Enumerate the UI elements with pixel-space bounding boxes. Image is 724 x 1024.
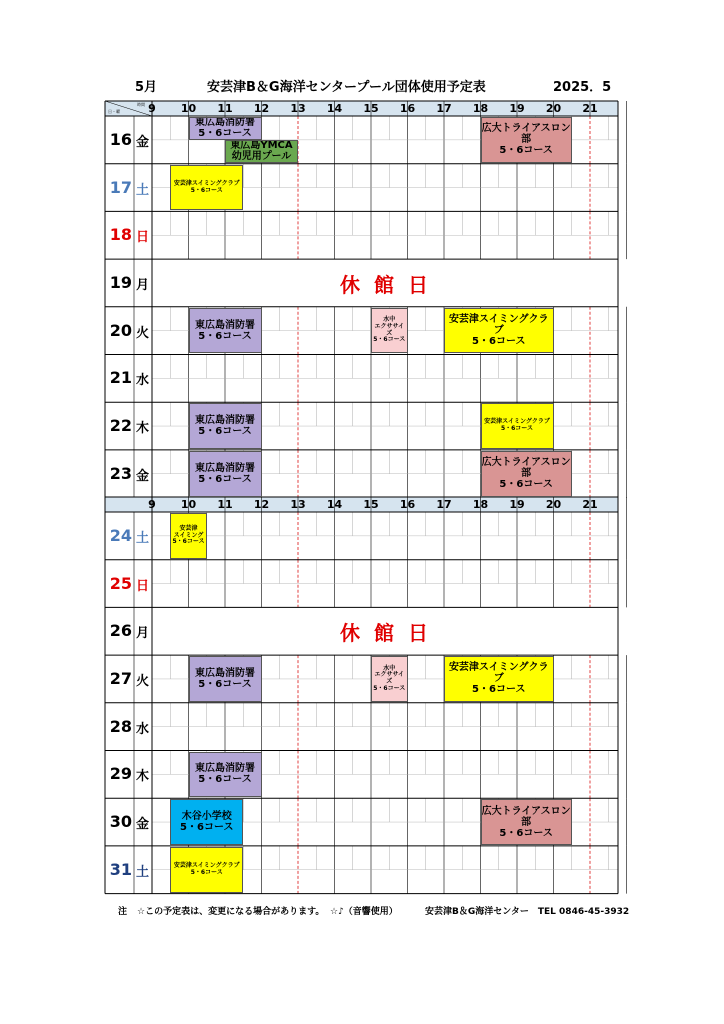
event-label: 木谷小学校 5・6コース: [180, 811, 234, 834]
event-block: [481, 117, 572, 163]
hour-label: 15: [363, 102, 379, 115]
year-label: 2025．5: [553, 80, 612, 95]
day-number: 24: [109, 525, 132, 545]
event-label: 安芸津スイミングクラブ 5・6コース: [173, 862, 240, 876]
event-block: [170, 799, 243, 845]
event-label: 安芸津スイミングクラブ 5・6コース: [448, 314, 549, 348]
hour-label: 12: [253, 102, 270, 115]
hour-label: 11: [217, 498, 233, 511]
event-block: [371, 308, 408, 354]
weekday-label: 木: [136, 769, 150, 785]
day-number: 16: [109, 129, 132, 149]
weekday-label: 水: [136, 721, 150, 737]
weekday-label: 火: [136, 673, 150, 689]
hour-label: 18: [472, 498, 489, 511]
event-label: 東広島消防署 5・6コース: [195, 319, 255, 342]
event-label: 広大トライアスロン 部 5・6コース: [481, 805, 571, 839]
event-label: 広大トライアスロン 部 5・6コース: [481, 457, 571, 491]
hour-label: 13: [290, 102, 306, 115]
event-label: 安芸津スイミングクラブ 5・6コース: [173, 179, 240, 194]
day-number: 17: [109, 177, 132, 197]
day-number: 31: [109, 859, 132, 879]
event-block: [189, 117, 262, 140]
day-number: 28: [109, 716, 132, 736]
weekday-label: 土: [136, 864, 150, 880]
event-label: 安芸津スイミングクラブ 5・6コース: [484, 418, 550, 433]
closed-day-label: 休館日: [340, 621, 442, 646]
hour-label: 13: [290, 498, 306, 511]
day-number: 25: [109, 573, 132, 593]
hour-label: 21: [582, 102, 598, 115]
corner-day-label: 日・曜: [108, 109, 120, 114]
hour-label: 21: [582, 498, 598, 511]
event-block: [444, 308, 554, 354]
event-label: 東広島消防署 5・6コース: [195, 415, 255, 438]
event-label: 東広島消防署 5・6コース: [195, 117, 255, 140]
event-block: [189, 752, 262, 798]
event-block: [170, 847, 243, 893]
weekday-label: 金: [136, 817, 150, 833]
day-number: 30: [109, 812, 132, 832]
event-block: [189, 308, 262, 354]
page-title: 安芸津B＆G海洋センタープール団体使用予定表: [207, 80, 486, 95]
weekday-label: 土: [136, 182, 150, 198]
day-number: 22: [109, 416, 132, 436]
hour-label: 16: [399, 102, 416, 115]
hour-label: 17: [436, 102, 452, 115]
day-number: 23: [109, 463, 132, 483]
footer-note-label: 注: [118, 907, 128, 917]
hour-label: 17: [436, 498, 452, 511]
hour-label: 11: [217, 102, 233, 115]
weekday-label: 月: [136, 626, 150, 642]
hour-label: 10: [180, 498, 197, 511]
day-number: 27: [109, 668, 132, 688]
event-block: [481, 403, 554, 449]
event-block: [444, 656, 554, 702]
weekday-label: 土: [136, 530, 150, 546]
event-label: 広大トライアスロン 部 5・6コース: [481, 123, 571, 157]
event-label: 水中 エクササイ ズ 5・6コース: [373, 664, 406, 692]
event-label: 安芸津スイミングクラブ 5・6コース: [448, 662, 549, 696]
day-number: 18: [109, 225, 132, 245]
day-number: 29: [109, 764, 132, 784]
weekday-label: 金: [136, 468, 150, 484]
day-number: 26: [109, 621, 132, 641]
month-label: 5月: [135, 80, 158, 95]
footer-note: ☆この予定表は、変更になる場合があります。: [137, 907, 325, 917]
event-block: [189, 403, 262, 449]
event-label: 安芸津 スイミング 5・6コース: [172, 524, 205, 546]
event-label: 東広島消防署 5・6コース: [195, 667, 255, 690]
event-block: [170, 513, 207, 559]
hour-label: 9: [148, 498, 156, 511]
event-label: 東広島YMCA 幼児用プール: [230, 140, 293, 163]
event-block: [189, 451, 262, 497]
day-number: 21: [109, 368, 132, 388]
weekday-label: 水: [136, 373, 150, 389]
hour-label: 16: [399, 498, 416, 511]
hour-label: 19: [509, 498, 525, 511]
event-block: [225, 140, 298, 163]
hour-label: 14: [326, 498, 343, 511]
hour-label: 12: [253, 498, 270, 511]
hour-label: 20: [545, 498, 562, 511]
event-block: [481, 451, 572, 497]
weekday-label: 木: [136, 421, 150, 437]
weekday-label: 日: [136, 230, 150, 246]
closed-day-label: 休館日: [340, 272, 442, 297]
weekday-label: 月: [136, 277, 150, 293]
event-label: 東広島消防署 5・6コース: [195, 763, 255, 786]
hour-label: 10: [180, 102, 197, 115]
corner-time-label: 時間: [137, 102, 145, 107]
hour-label: 18: [472, 102, 489, 115]
footer-music-note: ☆♪（音響使用）: [330, 907, 398, 917]
hour-label: 15: [363, 498, 379, 511]
event-block: [170, 165, 243, 211]
hour-label: 9: [148, 102, 156, 115]
event-block: [371, 656, 408, 702]
day-number: 20: [109, 320, 132, 340]
weekday-label: 金: [136, 134, 150, 150]
event-block: [189, 656, 262, 702]
hour-label: 19: [509, 102, 525, 115]
hour-label: 20: [545, 102, 562, 115]
weekday-label: 日: [136, 578, 150, 594]
event-block: [481, 799, 572, 845]
day-number: 19: [109, 272, 132, 292]
weekday-label: 火: [136, 325, 150, 341]
event-label: 東広島消防署 5・6コース: [195, 462, 255, 485]
footer-contact: 安芸津B＆G海洋センター TEL 0846-45-3932: [425, 907, 630, 917]
event-label: 水中 エクササイ ズ 5・6コース: [373, 316, 406, 344]
hour-label: 14: [326, 102, 343, 115]
